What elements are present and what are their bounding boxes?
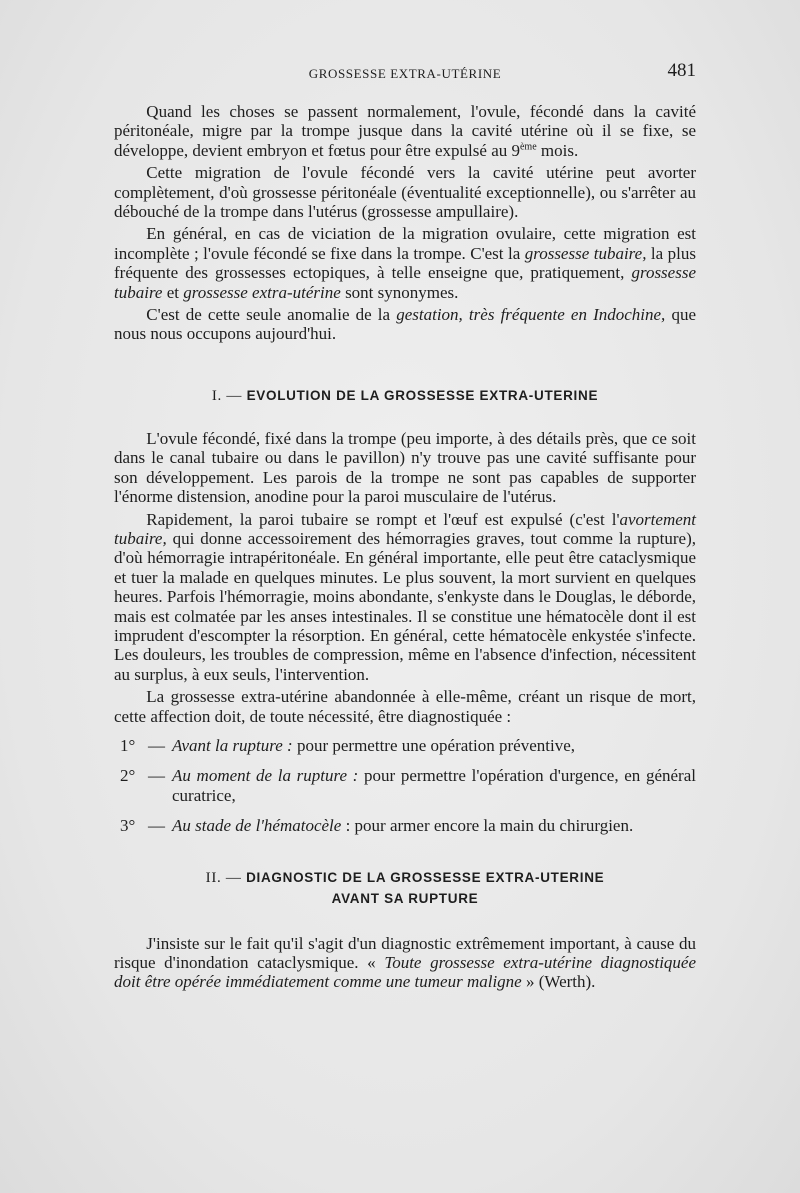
section-dash: —: [225, 869, 242, 886]
superscript-run: ème: [519, 141, 537, 153]
text-run: qui donne accessoirement des hémorragies graves, tout comme la rupture), d'où hémorragie intrapéritonéale. En général importante, elle peut être cataclysmique et tuer la malade en quelques minutes. Le plus souvent, la mort survient en quelques heures. Parfois l'hémorragie, moins abondante, s'enkyste dans le Douglas, le déborde, mais est colmatée par les anses intestinales. Il se constitue une hématocèle dont il est imprudent d'escompter la résorption. En général, cette hématocèle enkystée s'infecte. Les douleurs, les troubles de compression, même en l'absence d'infection, nécessitent au surplus, à eux seuls, l'intervention.: [114, 528, 696, 684]
text-run: C'est de cette seule anomalie de la: [146, 305, 397, 325]
section-title: DIAGNOSTIC DE LA GROSSESSE EXTRA-UTERINE: [246, 869, 605, 885]
list-item-dash: —: [148, 735, 165, 755]
text-run: Rapidement, la paroi tubaire se rompt et l'œuf est expulsé (c'est l': [146, 509, 620, 529]
list-item-text: pour permettre l'opération d'urgence, en général curatrice,: [172, 766, 696, 805]
italic-run: grossesse tubaire,: [524, 243, 647, 263]
italic-run: grossesse extra-utérine: [183, 282, 341, 302]
text-run: La grossesse extra-utérine abandonnée à elle-même, créant un risque de mort, cette affection doit, de toute nécessité, être diagnostiquée :: [114, 687, 696, 726]
list-item-label: Avant la rupture :: [172, 735, 293, 755]
section-body: [114, 429, 696, 726]
text-run: sont synonymes.: [340, 282, 459, 302]
italic-run: Toute grossesse extra-utérine diagnostiquée doit être opérée immédiatement comme une tumeur maligne: [114, 953, 697, 992]
section-subtitle: AVANT SA RUPTURE: [331, 890, 479, 906]
paragraph: [114, 934, 696, 992]
italic-run: gestation, très fréquente en Indochine,: [396, 305, 666, 325]
paragraph: [114, 429, 696, 507]
text-run: que nous nous occupons aujourd'hui.: [114, 305, 696, 344]
running-header: [114, 58, 696, 92]
paragraph: [114, 687, 696, 726]
section-title-line: [114, 870, 696, 887]
italic-run: grossesse tubaire: [114, 263, 696, 302]
intro-section: [114, 102, 696, 344]
paragraph: [114, 510, 696, 685]
list-item-number: 2°: [120, 766, 136, 786]
list-item-label: Au stade de l'hématocèle: [172, 816, 342, 836]
section-heading: [114, 388, 696, 405]
running-title: GROSSESSE EXTRA-UTÉRINE: [308, 66, 502, 81]
text-run: et: [162, 282, 184, 302]
text-run: Quand les choses se passent normalement, l'ovule, fécondé dans la cavité péritonéale, migre par la trompe jusque dans la cavité utérine où il se fixe, se développe, devient embryon et fœtus pour être expulsé au 9: [114, 102, 696, 160]
paragraph: [114, 305, 696, 344]
list-item: [114, 736, 696, 755]
text-run: En général, en cas de viciation de la migration ovulaire, cette migration est incomplète ; l'ovule fécondé se fixe dans la trompe. C'est la: [114, 224, 696, 263]
list-item-text: : pour armer encore la main du chirurgien.: [341, 816, 634, 836]
text-run: L'ovule fécondé, fixé dans la trompe (peu importe, à des détails près, que ce soit dans le canal tubaire ou dans le pavillon) n'y trouve pas une cavité suffisante pour son développement. Les parois de la trompe ne sont pas capables de supporter l'énorme distension, anodine pour la paroi musculaire de l'utérus.: [114, 428, 696, 507]
paragraph: [114, 102, 696, 160]
paragraph: [114, 224, 696, 302]
paragraph: [114, 163, 696, 221]
section-title: EVOLUTION DE LA GROSSESSE EXTRA-UTERINE: [246, 387, 599, 403]
list-item: [114, 766, 696, 805]
text-run: Cette migration de l'ovule fécondé vers la cavité utérine peut avorter complètement, d'où grossesse péritonéale (éventualité exceptionnelle), ou s'arrêter au débouché de la trompe dans l'utérus (grossesse ampullaire).: [114, 163, 696, 222]
text-run: la plus fréquente des grossesses ectopiques, à telle enseigne que, pratiquement,: [114, 243, 696, 283]
page-number: 481: [667, 60, 696, 81]
list-item-label: Au moment de la rupture :: [172, 766, 359, 786]
list-item: [114, 816, 696, 835]
list-item-dash: —: [148, 816, 165, 836]
diagnosis-list: [114, 736, 696, 836]
list-item-number: 3°: [120, 816, 136, 836]
section-body: [114, 934, 696, 992]
list-item-dash: —: [148, 766, 165, 786]
list-item-text: pour permettre une opération préventive,: [292, 735, 575, 755]
text-run: mois.: [536, 140, 579, 160]
section-numeral: II.: [205, 869, 222, 886]
list-item-number: 1°: [120, 735, 136, 755]
section-dash: —: [226, 387, 243, 404]
text-run: » (Werth).: [521, 972, 596, 992]
section-numeral: I.: [211, 387, 222, 404]
section-heading: [114, 870, 696, 906]
italic-run: avortement tubaire,: [114, 509, 696, 548]
text-run: J'insiste sur le fait qu'il s'agit d'un diagnostic extrêmement important, à cause du risque d'inondation cataclysmique. «: [114, 933, 696, 972]
